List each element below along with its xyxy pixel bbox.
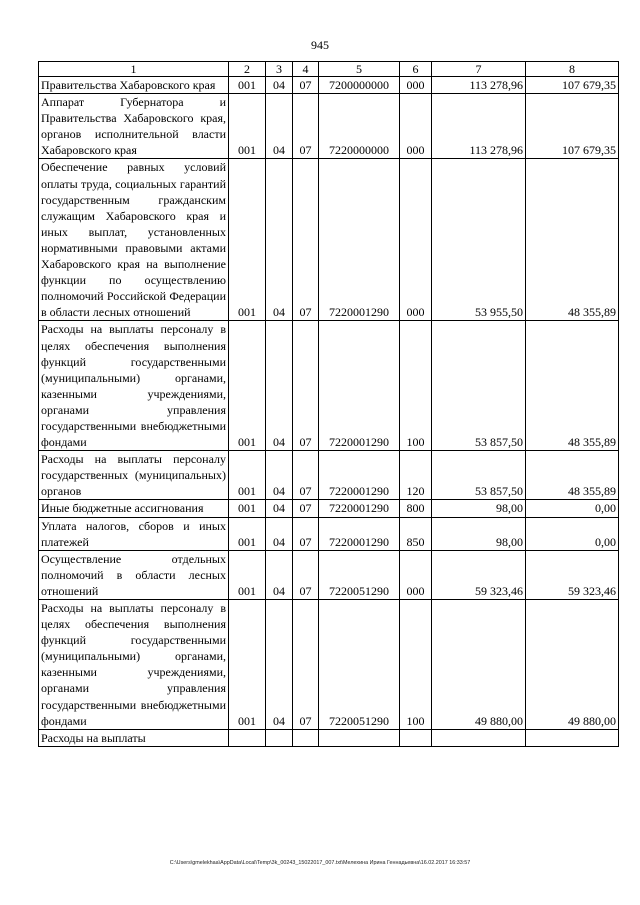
subsection-code: 07: [293, 600, 319, 730]
row-description: Расходы на выплаты: [39, 729, 229, 746]
row-description: Аппарат Губернатора и Правительства Хабаровского края, органов исполнительной власти Хабаровского края: [39, 94, 229, 159]
amount-executed: 59 323,46: [526, 550, 619, 599]
column-header: 2: [229, 62, 266, 77]
column-header: 8: [526, 62, 619, 77]
amount-executed: 0,00: [526, 500, 619, 517]
page-number: 945: [311, 38, 329, 52]
target-article-code: 7200000000: [319, 77, 400, 94]
row-description: Иные бюджетные ассигнования: [39, 500, 229, 517]
ministry-code: 001: [229, 77, 266, 94]
subsection-code: 07: [293, 550, 319, 599]
ministry-code: 001: [229, 550, 266, 599]
subsection-code: 07: [293, 451, 319, 500]
section-code: 04: [266, 321, 293, 451]
target-article-code: 7220001290: [319, 451, 400, 500]
expense-type-code: 000: [400, 94, 432, 159]
expense-type-code: 800: [400, 500, 432, 517]
header-row: [39, 62, 619, 77]
target-article-code: 7220001290: [319, 321, 400, 451]
subsection-code: 07: [293, 321, 319, 451]
amount-planned: 59 323,46: [432, 550, 526, 599]
target-article-code: 7220001290: [319, 159, 400, 321]
column-header: 7: [432, 62, 526, 77]
target-article-code: 7220051290: [319, 550, 400, 599]
section-code: 04: [266, 550, 293, 599]
table-row: [39, 321, 619, 451]
expense-type-code: 120: [400, 451, 432, 500]
table-row-partial: [39, 729, 619, 746]
target-article-code: 7220000000: [319, 94, 400, 159]
ministry-code: 001: [229, 159, 266, 321]
subsection-code: 07: [293, 94, 319, 159]
table-row: [39, 451, 619, 500]
amount-executed: 48 355,89: [526, 451, 619, 500]
column-header: 5: [319, 62, 400, 77]
target-article-code: 7220051290: [319, 600, 400, 730]
column-header: 3: [266, 62, 293, 77]
table-row: [39, 94, 619, 159]
column-header: 4: [293, 62, 319, 77]
amount-planned: 113 278,96: [432, 94, 526, 159]
section-code: 04: [266, 500, 293, 517]
subsection-code: 07: [293, 159, 319, 321]
section-code: 04: [266, 600, 293, 730]
amount-planned: 98,00: [432, 500, 526, 517]
amount-executed: 49 880,00: [526, 600, 619, 730]
subsection-code: 07: [293, 517, 319, 550]
row-description: Осуществление отдельных полномочий в области лесных отношений: [39, 550, 229, 599]
row-description: Обеспечение равных условий оплаты труда, социальных гарантий государственным гражданским служащим Хабаровского края и иных выплат, установленных нормативными правовыми актами Хабаровского края на выполнение функции по осуществлению полномочий Российской Федерации в области лесных отношений: [39, 159, 229, 321]
row-description: Расходы на выплаты персоналу в целях обеспечения выполнения функций государственными (муниципальными) органами, казенными учреждениями, органами управления государственными внебюджетными фондами: [39, 600, 229, 730]
ministry-code: 001: [229, 451, 266, 500]
column-header: 1: [39, 62, 229, 77]
amount-planned: 98,00: [432, 517, 526, 550]
section-code: 04: [266, 517, 293, 550]
expense-type-code: 850: [400, 517, 432, 550]
table-row: [39, 517, 619, 550]
amount-planned: 53 857,50: [432, 321, 526, 451]
expense-type-code: 100: [400, 600, 432, 730]
table-row: [39, 500, 619, 517]
amount-planned: 113 278,96: [432, 77, 526, 94]
ministry-code: 001: [229, 500, 266, 517]
expense-type-code: 000: [400, 77, 432, 94]
amount-executed: 48 355,89: [526, 321, 619, 451]
footer-file-path: C:\Users\gmelekhaa\AppData\Local\Temp\3k_00243_15022017_007.txt\Мелехина Ирина Геннадьевна\16.02.2017 16:33:57: [169, 860, 471, 866]
ministry-code: 001: [229, 517, 266, 550]
table-row: [39, 159, 619, 321]
amount-executed: 0,00: [526, 517, 619, 550]
target-article-code: 7220001290: [319, 517, 400, 550]
ministry-code: 001: [229, 94, 266, 159]
table-row: [39, 77, 619, 94]
expense-type-code: 000: [400, 159, 432, 321]
row-description: Правительства Хабаровского края: [39, 77, 229, 94]
row-description: Расходы на выплаты персоналу в целях обеспечения выполнения функций государственными (муниципальными) органами, казенными учреждениями, органами управления государственными внебюджетными фондами: [39, 321, 229, 451]
section-code: 04: [266, 94, 293, 159]
amount-planned: 53 955,50: [432, 159, 526, 321]
section-code: 04: [266, 159, 293, 321]
table-row: [39, 550, 619, 599]
section-code: 04: [266, 77, 293, 94]
expense-type-code: 000: [400, 550, 432, 599]
ministry-code: 001: [229, 600, 266, 730]
amount-planned: 49 880,00: [432, 600, 526, 730]
amount-executed: 107 679,35: [526, 77, 619, 94]
ministry-code: 001: [229, 321, 266, 451]
amount-planned: 53 857,50: [432, 451, 526, 500]
expense-type-code: 100: [400, 321, 432, 451]
row-description: Расходы на выплаты персоналу государственных (муниципальных) органов: [39, 451, 229, 500]
amount-executed: 107 679,35: [526, 94, 619, 159]
row-description: Уплата налогов, сборов и иных платежей: [39, 517, 229, 550]
column-header: 6: [400, 62, 432, 77]
section-code: 04: [266, 451, 293, 500]
table-row: [39, 600, 619, 730]
subsection-code: 07: [293, 500, 319, 517]
budget-table: [38, 61, 619, 747]
target-article-code: 7220001290: [319, 500, 400, 517]
amount-executed: 48 355,89: [526, 159, 619, 321]
subsection-code: 07: [293, 77, 319, 94]
